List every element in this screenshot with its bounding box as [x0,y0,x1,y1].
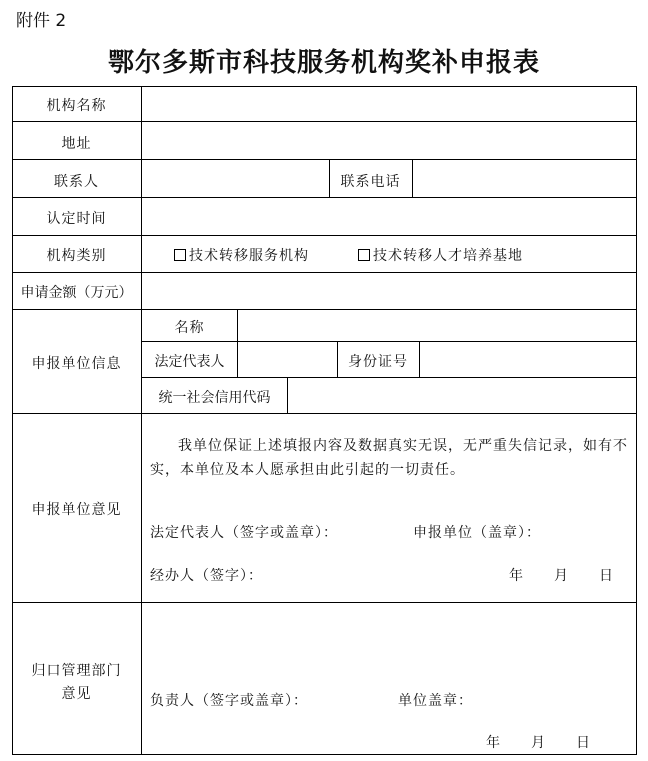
column-divider [287,377,288,413]
row-divider [12,413,637,414]
legal-rep-signature-label: 法定代表人（签字或盖章）： [150,525,338,541]
principal-signature-label: 负责人（签字或盖章）： [150,693,308,709]
dept-opinion-label-line1: 归口管理部门 [31,663,122,679]
column-divider [141,86,142,755]
id-number-label: 身份证号 [348,354,408,370]
row-divider [142,341,637,342]
dept-date: 年 月 日 [486,735,591,751]
cert-time-label: 认定时间 [46,211,107,227]
credit-code-label: 统一社会信用代码 [158,390,271,406]
row-divider [12,235,637,236]
category-option-label: 技术转移服务机构 [189,248,309,264]
row-divider [12,197,637,198]
checkbox-icon[interactable] [358,249,370,261]
column-divider [237,309,238,377]
attachment-label: 附件 2 [16,11,67,31]
category-option-transfer-agency[interactable] [174,245,309,265]
row-divider [142,377,637,378]
applicant-info-label: 申报单位信息 [31,356,122,372]
dept-seal-label: 单位盖章： [398,693,473,709]
row-divider [12,602,637,603]
row-divider [12,121,637,122]
category-option-talent-base[interactable] [358,245,523,265]
applicant-name-label: 名称 [174,320,205,336]
address-label: 地址 [61,136,92,152]
applicant-statement: 我单位保证上述填报内容及数据真实无误，无严重失信记录，如有不实，本单位及本人愿承担由此引起的一切责任。 [150,438,628,478]
amount-label: 申请金额（万元） [20,285,133,301]
applicant-seal-label: 申报单位（盖章）： [413,525,541,541]
column-divider [419,341,420,377]
checkbox-icon[interactable] [174,249,186,261]
org-name-label: 机构名称 [46,98,107,114]
legal-rep-label: 法定代表人 [154,354,225,370]
contact-label: 联系人 [54,174,99,190]
applicant-date: 年 月 日 [509,568,614,584]
row-divider [12,159,637,160]
dept-opinion-label-line2: 意见 [61,686,92,702]
column-divider [412,159,413,197]
phone-label: 联系电话 [340,174,401,190]
row-divider [12,309,637,310]
applicant-opinion-label: 申报单位意见 [31,502,122,518]
handler-signature-label: 经办人（签字）： [150,568,263,584]
category-option-label: 技术转移人才培养基地 [373,248,523,264]
row-divider [12,272,637,273]
form-title: 鄂尔多斯市科技服务机构奖补申报表 [107,48,540,78]
category-label: 机构类别 [46,248,107,264]
